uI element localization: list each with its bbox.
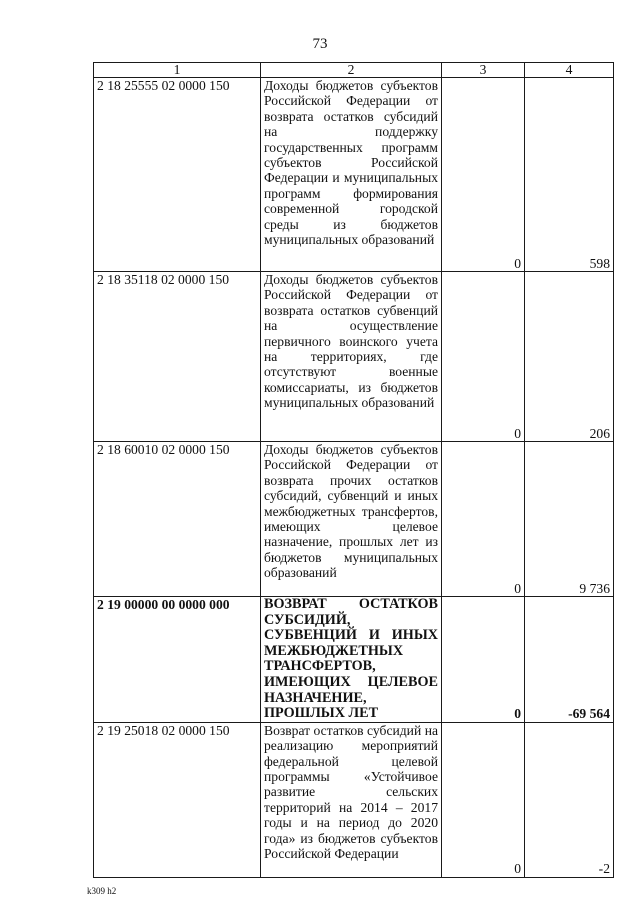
row-name: Возврат остатков субсидий на реализацию мероприятий федеральной целевой программы «Устойчивое развитие сельских территорий на 2014 – 2017 годы и на период до 2020 года» из бюджетов субъектов Российской Федерации [261,722,442,877]
row-code: 2 19 00000 00 0000 000 [94,597,261,723]
header-cell-2: 2 [261,63,442,78]
row-col4: -2 [525,722,614,877]
row-code: 2 18 35118 02 0000 150 [94,272,261,442]
header-cell-1: 1 [94,63,261,78]
footer-note: k309 h2 [87,886,117,896]
row-code: 2 19 25018 02 0000 150 [94,722,261,877]
table-row [94,78,614,272]
row-col3: 0 [442,442,525,597]
table-row [94,597,614,723]
row-col4: 206 [525,272,614,442]
row-name: Доходы бюджетов субъектов Российской Федерации от возврата остатков субсидий на поддержку государственных программ субъектов Российской Федерации и муниципальных программ формирования современной городской среды из бюджетов муниципальных образований [261,78,442,272]
row-col4: -69 564 [525,597,614,723]
row-col3: 0 [442,78,525,272]
row-col4: 598 [525,78,614,272]
header-row [94,63,614,78]
row-name: Доходы бюджетов субъектов Российской Федерации от возврата прочих остатков субсидий, субвенций и иных межбюджетных трансфертов, имеющих целевое назначение, прошлых лет из бюджетов муниципальных образований [261,442,442,597]
row-code: 2 18 25555 02 0000 150 [94,78,261,272]
row-name: Доходы бюджетов субъектов Российской Федерации от возврата остатков субвенций на осуществление первичного воинского учета на территориях, где отсутствуют военные комиссариаты, из бюджетов муниципальных образований [261,272,442,442]
row-col3: 0 [442,272,525,442]
table-row [94,442,614,597]
row-col3: 0 [442,722,525,877]
header-cell-3: 3 [442,63,525,78]
budget-table [93,62,614,878]
row-col4: 9 736 [525,442,614,597]
page-number: 73 [312,36,328,52]
row-code: 2 18 60010 02 0000 150 [94,442,261,597]
header-cell-4: 4 [525,63,614,78]
row-col3: 0 [442,597,525,723]
table-row [94,272,614,442]
row-name: ВОЗВРАТ ОСТАТКОВ СУБСИДИЙ, СУБВЕНЦИЙ И ИНЫХ МЕЖБЮДЖЕТНЫХ ТРАНСФЕРТОВ, ИМЕЮЩИХ ЦЕЛЕВОЕ НАЗНАЧЕНИЕ, ПРОШЛЫХ ЛЕТ [261,597,442,723]
table-row [94,722,614,877]
